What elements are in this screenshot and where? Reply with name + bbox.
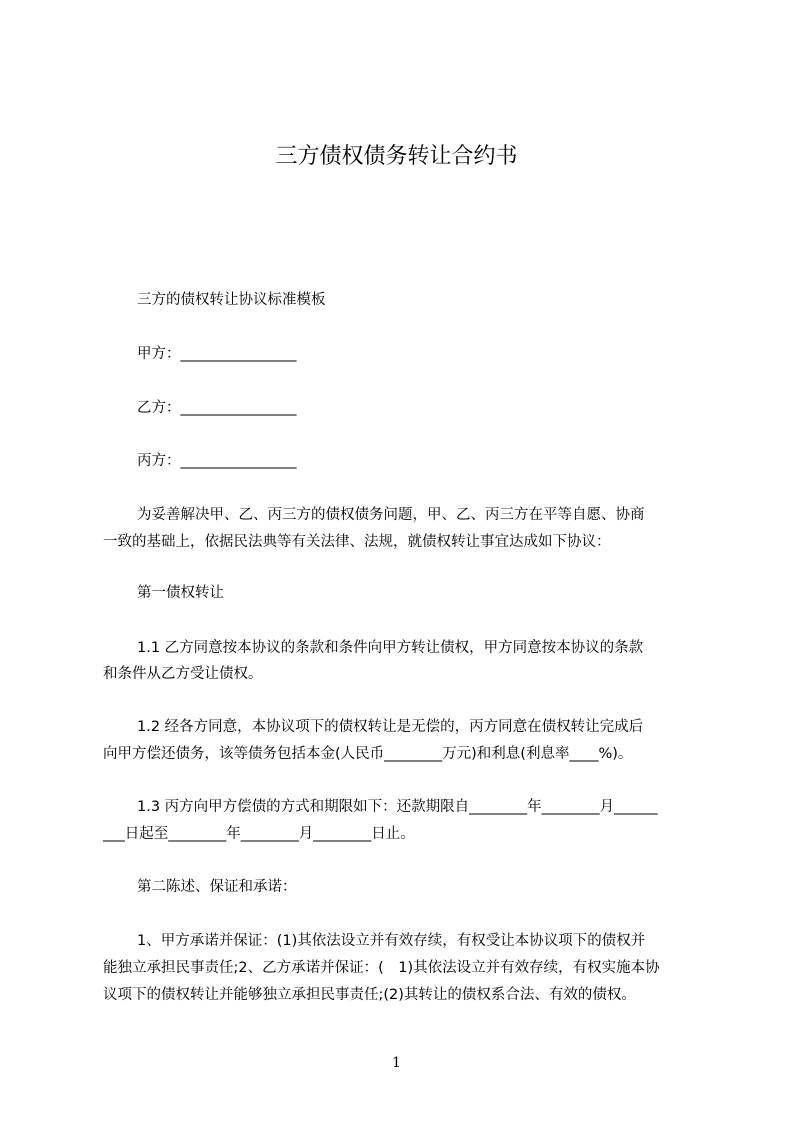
clause-1-2-line-1: 1.2 经各方同意，本协议项下的债权转让是无偿的，丙方同意在债权转让完成后 [137, 719, 644, 735]
section-2-line-2: 能独立承担民事责任;2、乙方承诺并保证：( 1)其依法设立并有效存续，有权实施本协 [103, 960, 660, 976]
clause-1-3-line-2: ___日起至________年________月________日止。 [103, 826, 415, 842]
section-2-line-1: 1、甲方承诺并保证：(1)其依法设立并有效存续，有权受让本协议项下的债权并 [137, 933, 646, 949]
clause-1-1-line-2: 和条件从乙方受让债权。 [103, 666, 263, 682]
party-c-field: 丙方：________________ [137, 453, 297, 469]
party-b-field: 乙方：________________ [137, 400, 297, 416]
clause-1-2-line-2: 向甲方偿还债务，该等债务包括本金(人民币________万元)和利息(利息率____%)。 [103, 746, 633, 762]
page-number: 1 [392, 1055, 401, 1071]
subtitle: 三方的债权转让协议标准模板 [137, 292, 326, 308]
clause-1-1-line-1: 1.1 乙方同意按本协议的条款和条件向甲方转让债权，甲方同意按本协议的条款 [137, 640, 644, 656]
clause-1-3-line-1: 1.3 丙方向甲方偿债的方式和期限如下：还款期限自________年________月______ [137, 799, 658, 815]
page-title: 三方债权债务转让合约书 [275, 144, 518, 169]
section-2-heading: 第二陈述、保证和承诺： [137, 879, 297, 895]
intro-line-1: 为妥善解决甲、乙、丙三方的债权债务问题，甲、乙、丙三方在平等自愿、协商 [137, 507, 645, 523]
intro-line-2: 一致的基础上，依据民法典等有关法律、法规，就债权转让事宜达成如下协议： [103, 534, 611, 550]
section-2-line-3: 议项下的债权转让并能够独立承担民事责任;(2)其转让的债权系合法、有效的债权。 [103, 987, 636, 1003]
party-a-field: 甲方：________________ [137, 346, 297, 362]
section-1-heading: 第一债权转让 [137, 585, 224, 601]
